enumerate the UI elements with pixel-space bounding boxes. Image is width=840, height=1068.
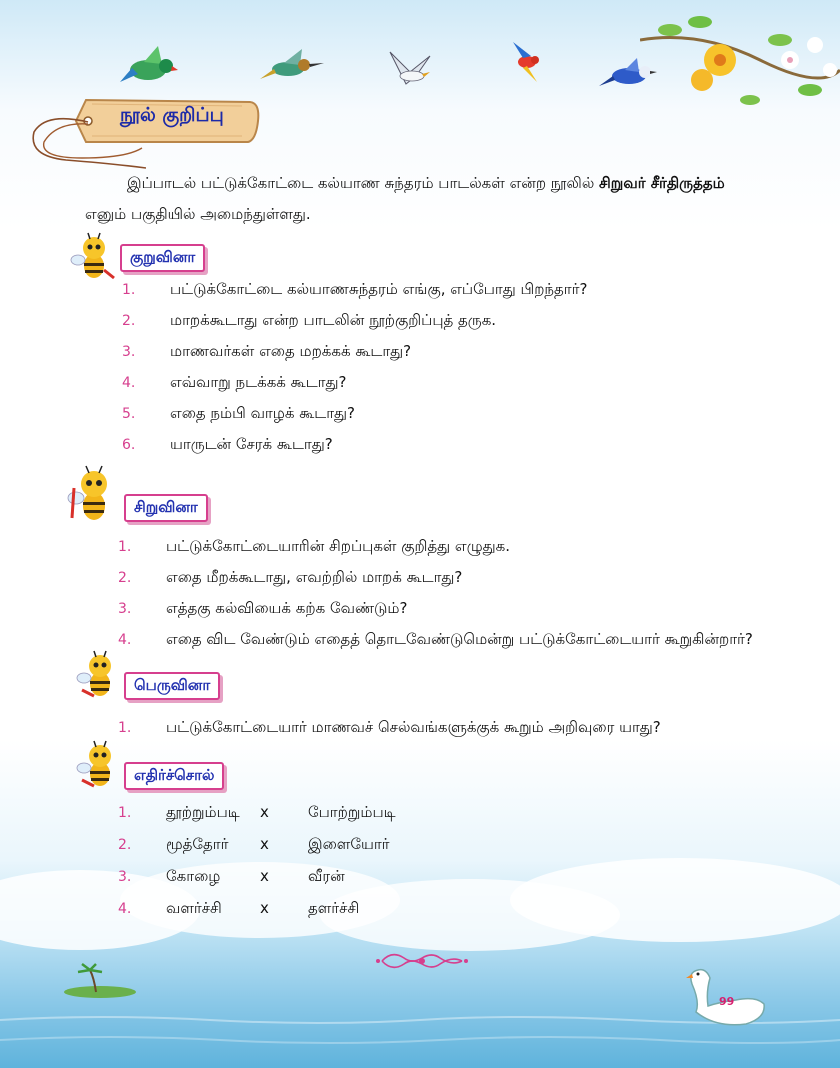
list-item-number: 4. [118, 632, 132, 648]
list-item-number: 2. [118, 570, 132, 586]
page-number: 99 [719, 995, 735, 1008]
list-item: எத்தகு கல்வியைக் கற்க வேண்டும்? [166, 599, 408, 617]
list-item: மாணவர்கள் எதை மறக்கக் கூடாது? [170, 342, 412, 360]
list-item-number: 3. [118, 869, 132, 885]
list-item-number: 3. [118, 601, 132, 617]
word: கோழை [166, 867, 221, 885]
list-item: மாறக்கூடாது என்ற பாடலின் நூற்குறிப்புத் தருக. [170, 311, 497, 329]
macaw-bird-icon [505, 40, 549, 84]
word: தூற்றும்படி [166, 803, 240, 821]
list-item-number: 4. [122, 375, 136, 391]
island-icon [60, 960, 140, 1000]
opposite-word: வீரன் [308, 867, 345, 885]
intro-paragraph [85, 168, 785, 230]
list-item-number: 2. [122, 313, 136, 329]
separator: x [260, 867, 269, 885]
list-item-number: 1. [118, 539, 132, 555]
opposite-word: தளர்ச்சி [308, 899, 360, 917]
intro-text-before: இப்பாடல் பட்டுக்கோட்டை கல்யாண சுந்தரம் பாடல்கள் என்ற நூலில் [127, 174, 600, 192]
ethirchol-heading: எதிர்ச்சொல் [124, 762, 224, 790]
section-label-title: நூல் குறிப்பு [120, 104, 224, 126]
bee-eater-bird-icon [258, 45, 326, 85]
list-item-number: 2. [118, 837, 132, 853]
list-item: யாருடன் சேரக் கூடாது? [170, 435, 333, 453]
separator: x [260, 899, 269, 917]
word: வளர்ச்சி [166, 899, 222, 917]
parrot-bird-icon [118, 42, 182, 92]
list-item-number: 6. [122, 437, 136, 453]
list-item: பட்டுக்கோட்டை கல்யாணசுந்தரம் எங்கு, எப்போது பிறந்தார்? [170, 280, 588, 298]
intro-bold-text: சிறுவர் சீர்திருத்தம் [599, 174, 725, 192]
siruvina-heading: சிறுவினா [124, 494, 208, 522]
seagull-bird-icon [384, 46, 440, 92]
list-item: எதை மீறக்கூடாது, எவற்றில் மாறக் கூடாது? [166, 568, 463, 586]
list-item-number: 1. [118, 805, 132, 821]
list-item: எதை நம்பி வாழக் கூடாது? [170, 404, 355, 422]
list-item: எவ்வாறு நடக்கக் கூடாது? [170, 373, 347, 391]
list-item: எதை விட வேண்டும் எதைத் தொடவேண்டுமென்று பட்டுக்கோட்டையார் கூறுகின்றார்? [166, 630, 753, 648]
word: மூத்தோர் [166, 835, 229, 853]
bee-mascot-icon [68, 230, 118, 282]
separator: x [260, 803, 269, 821]
bee-mascot-icon [64, 462, 118, 526]
ornament-icon [372, 946, 472, 976]
bee-mascot-icon [74, 738, 124, 790]
peruvina-heading: பெருவினா [124, 672, 220, 700]
list-item: பட்டுக்கோட்டையாரின் சிறப்புகள் குறித்து எழுதுக. [166, 537, 511, 555]
list-item-number: 4. [118, 901, 132, 917]
flower-branch-icon [640, 0, 840, 120]
list-item-number: 1. [118, 720, 132, 736]
opposite-word: போற்றும்படி [308, 803, 396, 821]
list-item-number: 5. [122, 406, 136, 422]
list-item: பட்டுக்கோட்டையார் மாணவச் செல்வங்களுக்குக் கூறும் அறிவுரை யாது? [166, 718, 661, 736]
bee-mascot-icon [74, 648, 124, 700]
list-item-number: 1. [122, 282, 136, 298]
intro-text-after: எனும் பகுதியில் அமைந்துள்ளது. [85, 205, 311, 223]
list-item-number: 3. [122, 344, 136, 360]
opposite-word: இளையோர் [308, 835, 390, 853]
separator: x [260, 835, 269, 853]
kuruvina-heading: குறுவினா [120, 244, 205, 272]
